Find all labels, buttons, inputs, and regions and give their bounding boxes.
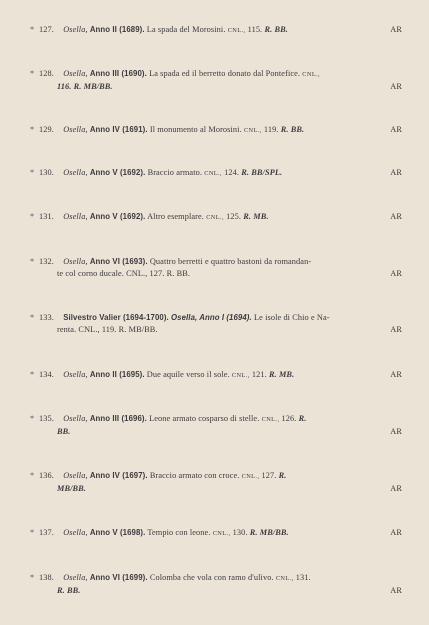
description: Braccio armato con croce.: [149, 471, 240, 480]
continuation-line: renta. CNL., 119. R. MB/BB.: [57, 325, 158, 334]
year-label: Anno II (1689).: [89, 25, 145, 34]
lot-number: 134.: [39, 370, 54, 379]
lot-number: 130.: [39, 168, 54, 177]
description: Leone armato cosparso di stelle.: [149, 414, 260, 423]
cnl-ref: 121.: [251, 370, 267, 379]
continuation-line: MB/BB.: [57, 484, 86, 493]
star-mark: *: [30, 414, 35, 423]
description: La spada ed il berretto donato dal Pontefice.: [149, 69, 301, 78]
year-label: Anno III (1696).: [89, 414, 147, 423]
star-mark: *: [30, 69, 35, 78]
metal-label: AR: [390, 586, 402, 595]
continuation-line: 116. R. MB/BB.: [57, 82, 113, 91]
metal-label: AR: [390, 125, 402, 134]
rarity: R.: [280, 125, 289, 134]
description: Il monumento al Morosini.: [149, 125, 242, 134]
cnl-ref: 127.: [261, 471, 277, 480]
year-label: Anno III (1690).: [89, 69, 147, 78]
year-label: Anno II (1695).: [89, 370, 145, 379]
grade: MB.: [278, 370, 295, 379]
rarity: R.: [241, 168, 250, 177]
lot-number: 132.: [39, 257, 54, 266]
star-mark: *: [30, 212, 35, 221]
star-mark: *: [30, 25, 35, 34]
cnl-ref: 119.: [263, 125, 279, 134]
rarity: R.: [264, 25, 273, 34]
lot-number: 135.: [39, 414, 54, 423]
grade: MB/BB.: [259, 528, 289, 537]
description: Quattro berretti e quattro bastoni da romandan-: [149, 257, 312, 266]
osella-label: Osella,: [63, 125, 88, 134]
year-label: Anno VI (1693).: [89, 257, 148, 266]
lot-entry: [30, 572, 402, 597]
lot-entry: [30, 527, 402, 540]
continuation-line: BB.: [57, 427, 71, 436]
rarity: R.: [298, 414, 307, 423]
star-mark: *: [30, 313, 35, 322]
cnl-ref: 125.: [226, 212, 242, 221]
cnl-ref: 131.: [295, 573, 311, 582]
osella-label: Osella,: [63, 25, 88, 34]
star-mark: *: [30, 125, 35, 134]
star-mark: *: [30, 370, 35, 379]
star-mark: *: [30, 528, 35, 537]
lot-entry: [30, 68, 402, 93]
osella-label: Osella,: [63, 257, 88, 266]
lot-entry: [30, 256, 402, 280]
osella-label: Osella,: [63, 528, 88, 537]
cnl-label: CNL.,: [275, 575, 294, 582]
metal-label: AR: [390, 427, 402, 436]
description: Altro esemplare.: [147, 212, 204, 221]
lot-number: 138.: [39, 573, 54, 582]
lot-entry: [30, 312, 402, 336]
osella-label: Osella,: [63, 212, 88, 221]
description: Tempio con leone.: [147, 528, 211, 537]
description: Due aquile verso il sole.: [146, 370, 230, 379]
osella-label: Osella,: [63, 573, 88, 582]
description: Colomba che vola con ramo d'ulivo.: [149, 573, 274, 582]
metal-label: AR: [390, 528, 402, 537]
cnl-label: CNL.,: [212, 530, 231, 537]
cnl-label: CNL.,: [231, 372, 250, 379]
cnl-ref: 124.: [224, 168, 240, 177]
lot-number: 137.: [39, 528, 54, 537]
cnl-label: CNL.,: [243, 127, 262, 134]
rarity: R.: [278, 471, 287, 480]
osella-label: Osella,: [63, 168, 88, 177]
lot-entry: [30, 211, 402, 224]
continuation-line: R. BB.: [57, 586, 81, 595]
metal-label: AR: [390, 168, 402, 177]
cnl-label: CNL.,: [261, 416, 280, 423]
lot-number: 131.: [39, 212, 54, 221]
lot-number: 127.: [39, 25, 54, 34]
description: Le isole di Chio e Na-: [253, 313, 330, 322]
star-mark: *: [30, 168, 35, 177]
description: Braccio armato.: [147, 168, 203, 177]
continuation-line: te col corno ducale. CNL., 127. R. BB.: [57, 269, 191, 278]
star-mark: *: [30, 471, 35, 480]
year-label: Osella, Anno I (1694).: [171, 313, 252, 322]
year-label: Anno V (1698).: [89, 528, 146, 537]
metal-label: AR: [390, 484, 402, 493]
metal-label: AR: [390, 269, 402, 278]
year-label: Anno V (1692).: [89, 212, 146, 221]
metal-label: AR: [390, 325, 402, 334]
cnl-label: CNL.,: [227, 27, 246, 34]
cnl-label: CNL.,: [204, 170, 222, 177]
osella-label: Osella,: [63, 414, 88, 423]
star-mark: *: [30, 573, 35, 582]
lot-entry: [30, 470, 402, 495]
metal-label: AR: [390, 370, 402, 379]
metal-label: AR: [390, 212, 402, 221]
grade: BB.: [274, 25, 288, 34]
rarity: R.: [249, 528, 258, 537]
year-label: Anno V (1692).: [89, 168, 146, 177]
grade: BB.: [290, 125, 305, 134]
star-mark: *: [30, 257, 35, 266]
metal-label: AR: [390, 25, 402, 34]
lot-entry: [30, 369, 402, 382]
year-label: Anno IV (1697).: [89, 471, 148, 480]
metal-label: AR: [390, 82, 402, 91]
lot-number: 136.: [39, 471, 54, 480]
lot-number: 133.: [39, 313, 54, 322]
cnl-label: CNL.,: [302, 71, 321, 78]
grade: MB.: [253, 212, 269, 221]
cnl-ref: 115.: [247, 25, 263, 34]
lot-number: 128.: [39, 69, 54, 78]
lot-entry: [30, 124, 402, 137]
lot-number: 129.: [39, 125, 54, 134]
osella-label: Osella,: [63, 370, 88, 379]
year-label: Anno IV (1691).: [89, 125, 148, 134]
doge-label: Silvestro Valier (1694-1700).: [63, 313, 169, 322]
rarity: R.: [243, 212, 252, 221]
grade: BB/SPL.: [251, 168, 283, 177]
rarity: R.: [268, 370, 277, 379]
cnl-ref: 130.: [232, 528, 248, 537]
cnl-ref: 126.: [281, 414, 297, 423]
cnl-label: CNL.,: [241, 473, 260, 480]
osella-label: Osella,: [63, 471, 88, 480]
osella-label: Osella,: [63, 69, 88, 78]
year-label: Anno VI (1699).: [89, 573, 148, 582]
lot-entry: [30, 24, 402, 37]
lot-entry: [30, 413, 402, 438]
description: La spada del Morosini.: [146, 25, 226, 34]
cnl-label: CNL.,: [206, 214, 224, 221]
lot-entry: [30, 167, 402, 180]
